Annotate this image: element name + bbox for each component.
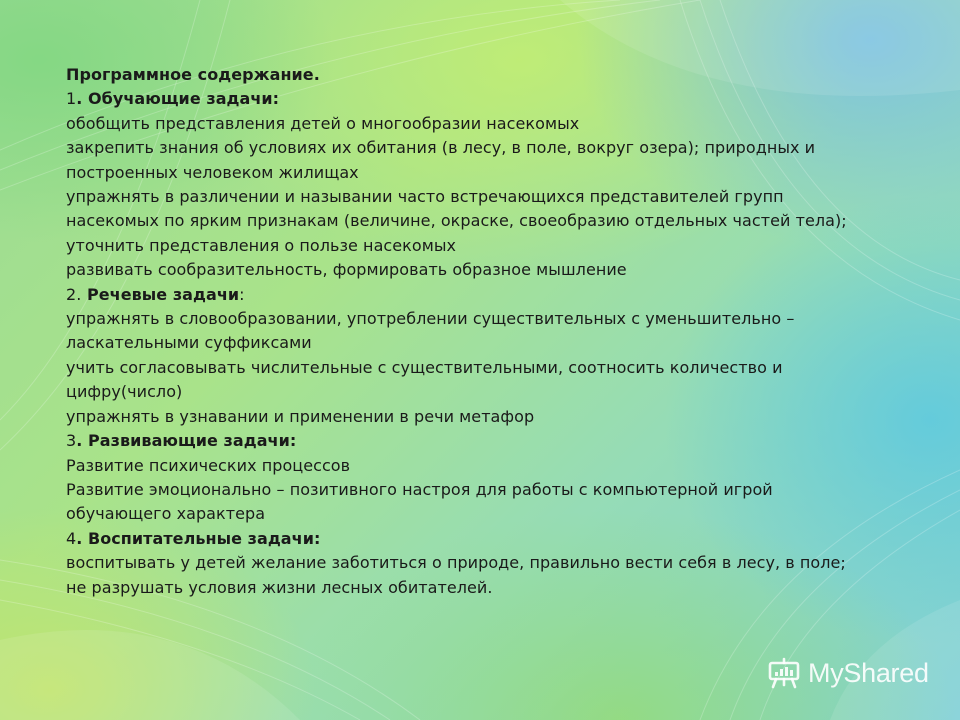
section-3-line-2: Развитие эмоционально – позитивного настроя для работы с компьютерной игрой обучающего характера (66, 479, 773, 524)
section-2-title: Речевые задачи (81, 284, 240, 304)
section-4-title: . Воспитательные задачи: (76, 528, 321, 548)
section-1-line-1: обобщить представления детей о многообразии насекомых (66, 113, 580, 133)
section-2-colon: : (239, 284, 245, 304)
section-2-line-3: упражнять в узнавании и применении в речи метафор (66, 406, 535, 426)
section-1-line-5: развивать сообразительность, формировать образное мышление (66, 260, 627, 280)
section-1-title: . Обучающие задачи: (76, 89, 280, 109)
program-title: Программное содержание. (66, 65, 320, 84)
section-4-number: 4 (66, 528, 77, 548)
section-1-line-2: закрепить знания об условиях их обитания (в лесу, в поле, вокруг озера); природных и построенных человеком жилищах (66, 138, 816, 182)
section-3-heading (66, 429, 866, 453)
section-4-heading (66, 527, 866, 551)
section-2-line-2: учить согласовывать числительные с существительными, соотносить количество и цифру(число) (66, 357, 783, 402)
section-1-line-3: упражнять в различении и назывании часто встречающихся представителей групп насекомых по ярким признакам (величине, окраске, своеобразию отдельных частей тела); (66, 187, 847, 231)
section-4-line-1: воспитывать у детей желание заботиться о природе, правильно вести себя в лесу, в поле; не разрушать условия жизни лесных обитателей. (66, 553, 846, 597)
section-2-number: 2. (66, 284, 82, 304)
watermark-text: MyShared (808, 657, 929, 688)
section-1-line-4: уточнить представления о пользе насекомых (66, 235, 457, 255)
presentation-board-icon (766, 656, 802, 690)
section-3-number: 3 (66, 431, 77, 451)
section-1-heading (66, 87, 866, 111)
section-2-heading (66, 283, 866, 307)
section-3-title: . Развивающие задачи: (76, 431, 297, 451)
content-text-block (66, 63, 866, 600)
watermark (766, 656, 929, 690)
section-2-line-1: упражнять в словообразовании, употреблении существительных с уменьшительно – ласкательными суффиксами (66, 309, 795, 353)
section-1-number: 1 (66, 89, 77, 109)
section-3-line-1: Развитие психических процессов (66, 455, 351, 475)
